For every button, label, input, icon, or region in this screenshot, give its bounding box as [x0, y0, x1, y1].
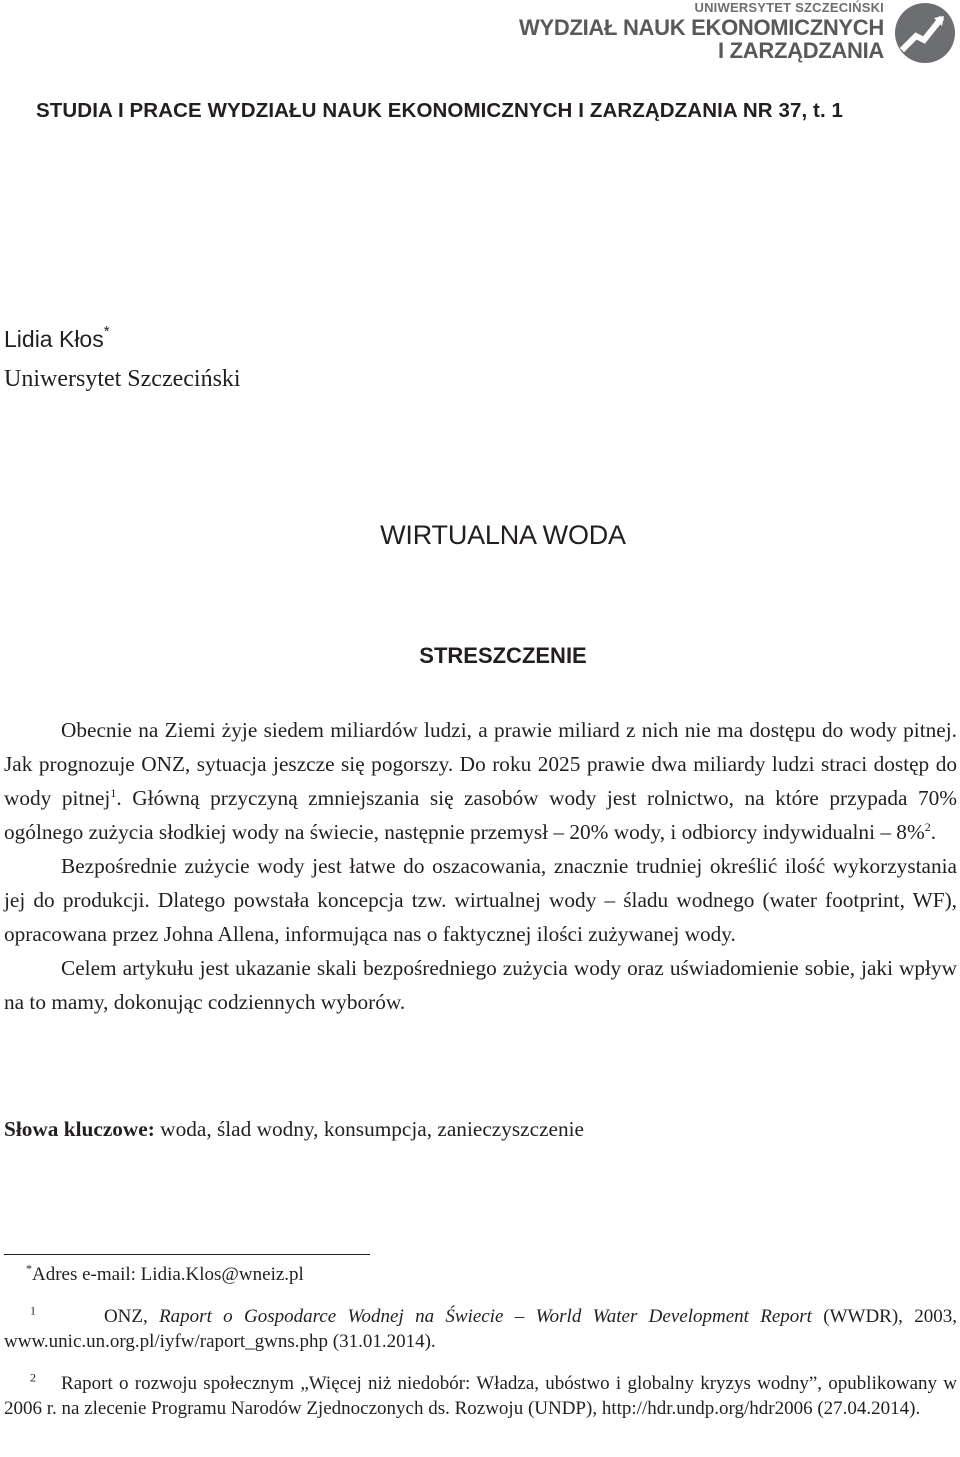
keywords-values: woda, ślad wodny, konsumpcja, zanieczyszczenie — [154, 1117, 584, 1141]
footnote-1-pre: ONZ, — [103, 1305, 160, 1327]
footnotes — [4, 1262, 957, 1422]
abstract-p1-text-b: . Główną przyczyną zmniejszania się zasobów wody jest rolnictwo, na które przypada 70% ogólnego zużycia słodkiej wody na świecie, następnie przemysł – 20% wody, i odbiorcy indywidualni – 8% — [4, 786, 958, 844]
footnote-star-marker: * — [26, 1261, 32, 1276]
footnote-divider — [4, 1254, 370, 1255]
abstract-paragraph-3: Celem artykułu jest ukazanie skali bezpośredniego zużycia wody oraz uświadomienie sobie, jaki wpływ na to mamy, dokonując codziennych wyborów. — [4, 956, 957, 1014]
footnote-1 — [4, 1304, 957, 1355]
paper-title: WIRTUALNA WODA — [380, 520, 626, 550]
footnote-1-italic: Raport o Gospodarce Wodnej na Świecie – World Water Development Report — [159, 1305, 812, 1327]
footnote-1-post: (WWDR), 2003, www.unic.un.org.pl/iyfw/raport_gwns.php (31.01.2014). — [4, 1305, 957, 1352]
faculty-logo-text — [519, 0, 884, 62]
faculty-logo-icon — [894, 2, 956, 64]
abstract-paragraph-1 — [4, 713, 957, 849]
journal-series-title: STUDIA I PRACE WYDZIAŁU NAUK EKONOMICZNYCH I ZARZĄDZANIA NR 37, t. 1 — [36, 99, 844, 122]
footnote-author-email — [4, 1262, 957, 1288]
keywords-label: Słowa kluczowe: — [4, 1117, 155, 1141]
footnote-1-marker: 1 — [30, 1303, 36, 1318]
faculty-name-line2: I ZARZĄDZANIA — [718, 38, 884, 63]
author-affiliation: Uniwersytet Szczeciński — [4, 366, 241, 392]
footnote-2 — [4, 1371, 957, 1422]
author-name — [4, 323, 110, 353]
keywords — [4, 1117, 584, 1142]
footnote-2-marker: 2 — [30, 1370, 36, 1385]
author-name-text: Lidia Kłos — [4, 326, 104, 352]
author-footnote-marker: * — [103, 323, 110, 341]
faculty-name-line1: WYDZIAŁ NAUK EKONOMICZNYCH — [519, 15, 884, 40]
abstract-p1-text-c: . — [930, 820, 937, 844]
abstract-paragraph-2: Bezpośrednie zużycie wody jest łatwe do oszacowania, znacznie trudniej określić ilość wykorzystania jej do produkcji. Dlatego powstała koncepcja tzw. wirtualnej wody – śladu wodnego (water footprint, WF), opracowana przez Johna Allena, informująca nas o faktycznej ilości zużywanej wody. — [4, 854, 957, 946]
university-name: UNIWERSYTET SZCZECIŃSKI — [694, 0, 884, 15]
footnote-2-text: Raport o rozwoju społecznym „Więcej niż niedobór: Władza, ubóstwo i globalny kryzys wodny”, opublikowany w 2006 r. na zlecenie Programu Narodów Zjednoczonych ds. Rozwoju (UNDP), http://hdr.undp.org/hdr2006 (27.04.2014). — [4, 1372, 957, 1419]
footnote-star-text: Adres e-mail: Lidia.Klos@wneiz.pl — [32, 1264, 304, 1285]
abstract-footnote-ref-2: 2 — [924, 819, 931, 834]
abstract-body — [4, 713, 957, 1019]
abstract-p1-text-a: Obecnie na Ziemi żyje siedem miliardów ludzi, a prawie miliard z nich nie ma dostępu do wody pitnej. Jak prognozuje ONZ, sytuacja jeszcze się pogorszy. Do roku 2025 prawie dwa miliardy ludzi straci dostęp do wody pitnej — [4, 718, 957, 810]
abstract-footnote-ref-1: 1 — [110, 785, 117, 800]
abstract-heading: STRESZCZENIE — [419, 643, 587, 668]
